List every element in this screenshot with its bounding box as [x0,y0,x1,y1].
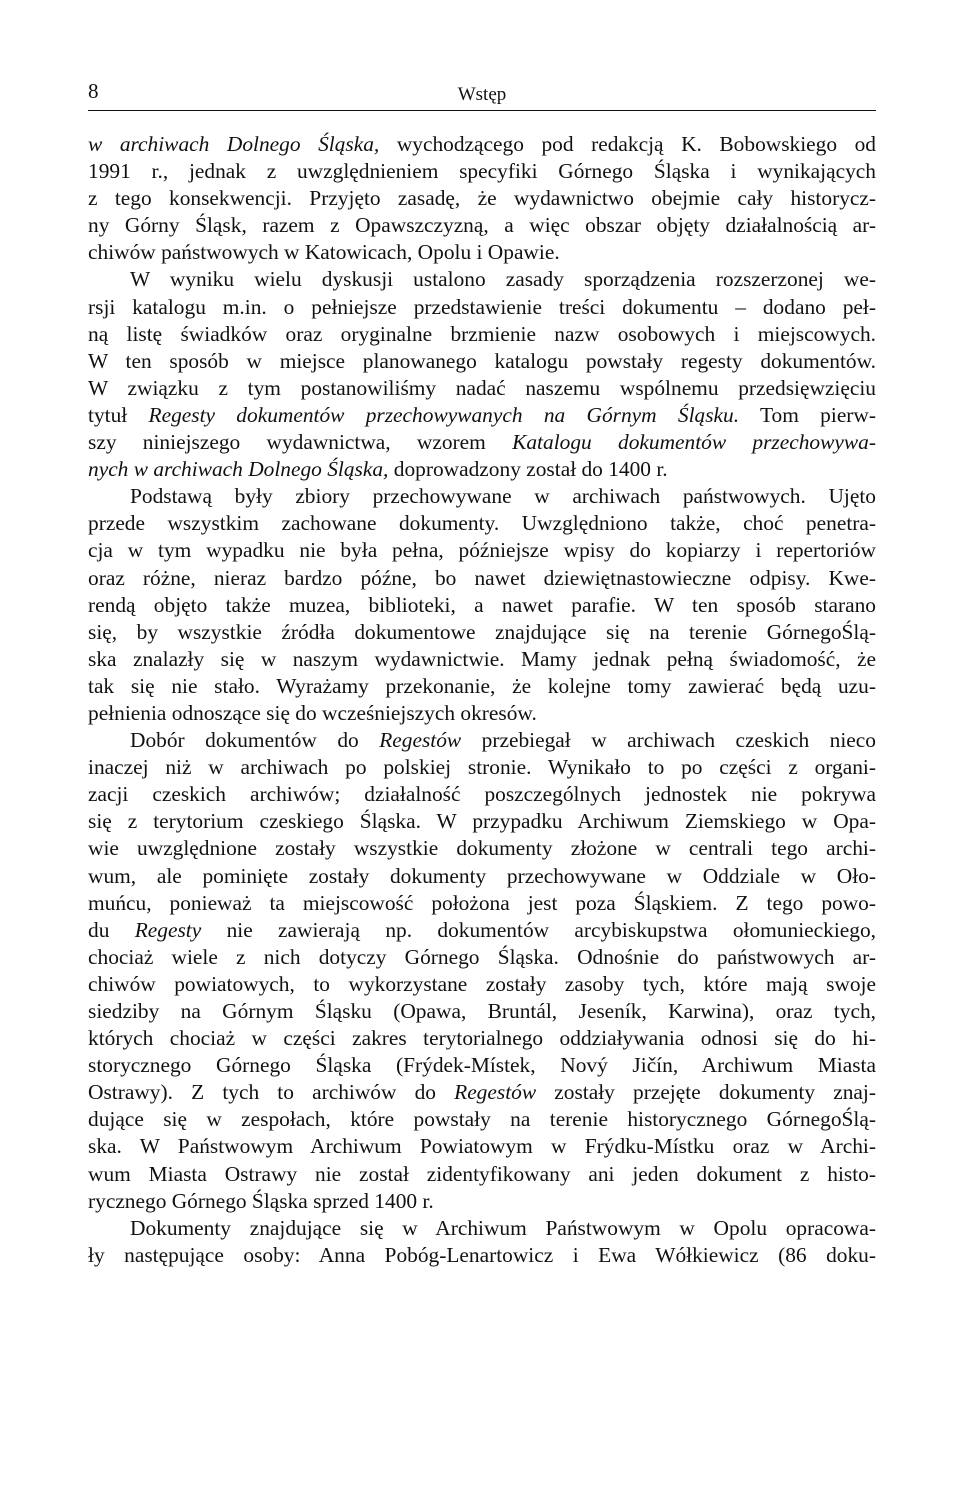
text-span: wum, ale pominięte zostały dokumenty przechowywane w Oddziale w Оło- [88,863,876,888]
italic-text: Regestów [379,728,462,753]
text-line [88,1215,876,1242]
text-span: muńcu, ponieważ ta miejscowość położona jest poza Śląskiem. Z tego powo- [88,890,876,915]
paragraph-p4 [88,727,876,1215]
text-span: W wyniku wielu dyskusji ustalono zasady sporządzenia rozszerzonej we- [130,267,876,292]
text-span: zostały przejęte dokumenty znaj- [536,1080,876,1105]
text-line [88,917,876,944]
text-span: się z terytorium czeskiego Śląska. W przypadku Archiwum Ziemskiego w Opa- [88,809,876,834]
text-line [88,944,876,971]
text-line [88,1188,876,1215]
text-line [88,266,876,293]
page-header [88,80,876,111]
text-line [88,1133,876,1160]
text-line [88,754,876,781]
text-line [88,619,876,646]
page-number: 8 [88,79,99,103]
text-span: ny Górny Śląsk, razem z Opawszczyzną, a więc obszar objęty działalnością ar- [88,213,876,238]
italic-text: w archiwach Dolnego Śląska, [88,132,380,156]
text-span: których chociaż w części zakres terytorialnego oddziaływania odnosi się do hi- [88,1026,876,1051]
text-line [88,646,876,673]
paragraph-p3 [88,483,876,727]
text-span: nie zawierają np. dokumentów arcybiskupstwa ołomunieckiego, [201,917,876,942]
text-line [88,294,876,321]
text-span: zacji czeskich archiwów; działalność poszczególnych jednostek nie pokrywa [88,782,876,807]
text-line [88,348,876,375]
text-line [88,1079,876,1106]
text-line [88,158,876,185]
text-span: wum Miasta Ostrawy nie został zidentyfikowany ani jeden dokument z histo- [88,1161,876,1186]
text-line [88,212,876,239]
text-span: chiwów powiatowych, to wykorzystane zostały zasoby tych, które mają swoje [88,971,876,996]
text-line [88,998,876,1025]
text-span: Ostrawy). Z tych to archiwów do [88,1080,455,1105]
text-line [88,592,876,619]
text-line [88,1025,876,1052]
text-line [88,429,876,456]
text-line [88,1106,876,1133]
text-span: rendą objęto także muzea, biblioteki, a nawet parafie. W ten sposób starano [88,592,876,617]
text-line [88,971,876,998]
text-span: z tego konsekwencji. Przyjęto zasadę, że wydawnictwo obejmie cały historycz- [88,186,876,211]
text-span: 1991 r., jednak z uwzględnieniem specyfiki Górnego Śląska i wynikających [88,159,876,184]
text-span: tytuł [88,402,149,427]
italic-text: nych w archiwach Dolnego Śląska, [88,457,389,482]
text-line [88,863,876,890]
text-line [88,185,876,212]
text-span: wie uwzględnione zostały wszystkie dokumenty złożone w centrali tego archi- [88,836,876,861]
text-span: W związku z tym postanowiliśmy nadać naszemu wspólnemu przedsięwzięciu [88,375,876,400]
text-span: Dobór dokumentów do [130,728,380,753]
text-span: się, by wszystkie źródła dokumentowe znajdujące się na terenie GórnegoŚlą- [88,619,876,644]
text-span: oraz różne, nieraz bardzo późne, bo nawet dziewiętnastowieczne odpisy. Kwe- [88,565,876,590]
italic-text: Regesty dokumentów przechowywanych na Górnym Śląsku. [148,402,740,427]
text-span: szy niniejszego wydawnictwa, wzorem [88,430,513,455]
text-span: rycznego Górnego Śląska sprzed 1400 r. [88,1188,434,1213]
text-line [88,781,876,808]
text-line [88,537,876,564]
text-span: chociaż wiele z nich dotyczy Górnego Śląska. Odnośnie do państwowych ar- [88,944,876,969]
text-span: ły następujące osoby: Anna Pobóg-Lenartowicz i Ewa Wółkiewicz (86 doku- [88,1242,876,1267]
text-line [88,131,876,158]
text-line [88,673,876,700]
text-span: przebiegał w archiwach czeskich nieco [461,728,876,753]
paragraph-p2 [88,266,876,483]
text-span: Dokumenty znajdujące się w Archiwum Państwowym w Opolu opracowa- [130,1215,876,1240]
text-span: rsji katalogu m.in. o pełniejsze przedstawienie treści dokumentu – dodano peł- [88,294,876,319]
text-span: cja w tym wypadku nie była pełna, późniejsze wpisy do kopiarzy i repertoriów [88,538,876,563]
text-line [88,1052,876,1079]
text-line [88,1242,876,1269]
italic-text: Katalogu dokumentów przechowywa- [512,430,876,455]
text-line [88,375,876,402]
text-span: W ten sposób w miejsce planowanego katalogu powstały regesty dokumentów. [88,348,876,373]
text-span: ska. W Państwowym Archiwum Powiatowym w Frýdku-Místku oraz w Archi- [88,1134,876,1159]
text-line [88,890,876,917]
text-span: inaczej niż w archiwach po polskiej stronie. Wynikało to po części z organi- [88,755,876,780]
text-span: siedziby na Górnym Śląsku (Opawa, Bruntál, Jeseník, Karwina), oraz tych, [88,999,876,1023]
text-line [88,808,876,835]
text-span: pełnienia odnoszące się do wcześniejszych okresów. [88,700,537,725]
text-line [88,565,876,592]
text-span: chiwów państwowych w Katowicach, Opolu i Opawie. [88,240,560,265]
text-span: dujące się w zespołach, które powstały na terenie historycznego GórnegoŚlą- [88,1107,876,1132]
italic-text: Regesty [134,917,202,942]
text-line [88,483,876,510]
text-line [88,456,876,483]
paragraph-p1 [88,131,876,266]
text-span: Podstawą były zbiory przechowywane w archiwach państwowych. Ujęto [130,484,876,509]
text-span: wychodzącego pod redakcją K. Bobowskiego od [379,132,876,156]
text-span: storycznego Górnego Śląska (Frýdek-Místek, Nový Jičín, Archiwum Miasta [88,1053,876,1078]
text-span: ska znalazły się w naszym wydawnictwie. Mamy jednak pełną świadomość, że [88,646,876,671]
text-span: przede wszystkim zachowane dokumenty. Uwzględniono także, choć penetra- [88,511,876,536]
text-span: ną listę świadków oraz oryginalne brzmienie nazw osobowych i miejscowych. [88,321,876,346]
text-line [88,700,876,727]
text-span: doprowadzony został do 1400 r. [388,457,668,482]
text-span: du [88,917,135,942]
running-title: Wstęp [457,84,507,105]
text-line [88,239,876,266]
text-line [88,1161,876,1188]
text-line [88,402,876,429]
paragraph-p5 [88,1215,876,1269]
italic-text: Regestów [454,1080,537,1105]
text-span: tak się nie stało. Wyrażamy przekonanie, że kolejne tomy zawierać będą uzu- [88,673,876,698]
text-line [88,727,876,754]
body-text [88,131,876,1269]
text-line [88,835,876,862]
text-span: Tom pierw- [739,402,877,427]
text-line [88,321,876,348]
text-line [88,510,876,537]
